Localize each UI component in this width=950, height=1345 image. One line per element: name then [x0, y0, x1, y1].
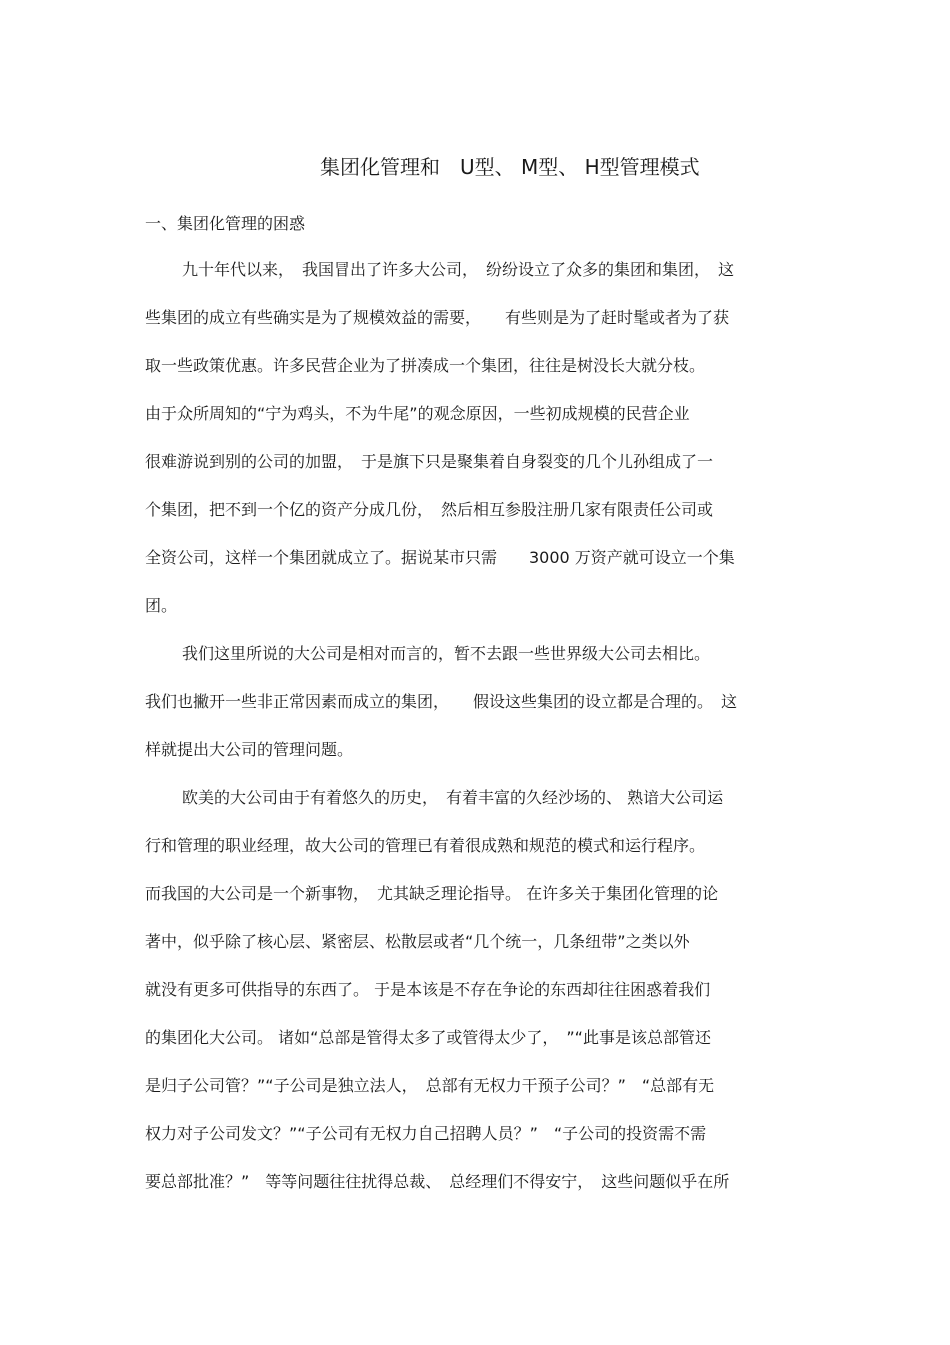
page-title: 集团化管理和 U型、 M型、 H型管理模式	[320, 155, 700, 179]
paragraph-line: 权力对子公司发文？”“子公司有无权力自己招聘人员？” “子公司的投资需不需	[145, 1124, 707, 1143]
paragraph-line: 就没有更多可供指导的东西了。 于是本该是不存在争论的东西却往往困惑着我们	[145, 980, 711, 999]
paragraph-line: 些集团的成立有些确实是为了规模效益的需要， 有些则是为了赶时髦或者为了获	[145, 308, 730, 327]
paragraph-line: 是归子公司管？”“子公司是独立法人， 总部有无权力干预子公司？” “总部有无	[145, 1076, 715, 1095]
paragraph-line: 个集团，把不到一个亿的资产分成几份， 然后相互参股注册几家有限责任公司或	[145, 500, 714, 519]
paragraph-line: 由于众所周知的“宁为鸡头，不为牛尾”的观念原因，一些初成规模的民营企业	[145, 404, 690, 423]
paragraph-line: 样就提出大公司的管理问题。	[145, 740, 354, 759]
paragraph-line: 很难游说到别的公司的加盟， 于是旗下只是聚集着自身裂变的几个儿孙组成了一	[145, 452, 714, 471]
paragraph-line: 而我国的大公司是一个新事物， 尤其缺乏理论指导。 在许多关于集团化管理的论	[145, 884, 719, 903]
paragraph-line: 九十年代以来， 我国冒出了许多大公司， 纷纷设立了众多的集团和集团， 这	[182, 260, 735, 279]
paragraph-line: 我们这里所说的大公司是相对而言的，暂不去跟一些世界级大公司去相比。	[182, 644, 711, 663]
paragraph-line: 欧美的大公司由于有着悠久的历史， 有着丰富的久经沙场的、 熟谙大公司运	[182, 788, 724, 807]
paragraph-line: 行和管理的职业经理，故大公司的管理已有着很成熟和规范的模式和运行程序。	[145, 836, 706, 855]
paragraph-line: 要总部批准？” 等等问题往往扰得总裁、 总经理们不得安宁， 这些问题似乎在所	[145, 1172, 730, 1191]
paragraph-line: 取一些政策优惠。许多民营企业为了拼凑成一个集团，往往是树没长大就分枝。	[145, 356, 706, 375]
paragraph-line: 著中，似乎除了核心层、紧密层、松散层或者“几个统一，几条纽带”之类以外	[145, 932, 690, 951]
paragraph-line: 的集团化大公司。 诸如“总部是管得太多了或管得太少了， ”“此事是该总部管还	[145, 1028, 711, 1047]
paragraph-line: 团。	[145, 596, 178, 615]
paragraph-line: 全资公司，这样一个集团就成立了。据说某市只需 3000 万资产就可设立一个集	[145, 548, 735, 567]
paragraph-line: 我们也撇开一些非正常因素而成立的集团， 假设这些集团的设立都是合理的。 这	[145, 692, 738, 711]
section-heading: 一、集团化管理的困惑	[145, 214, 306, 233]
